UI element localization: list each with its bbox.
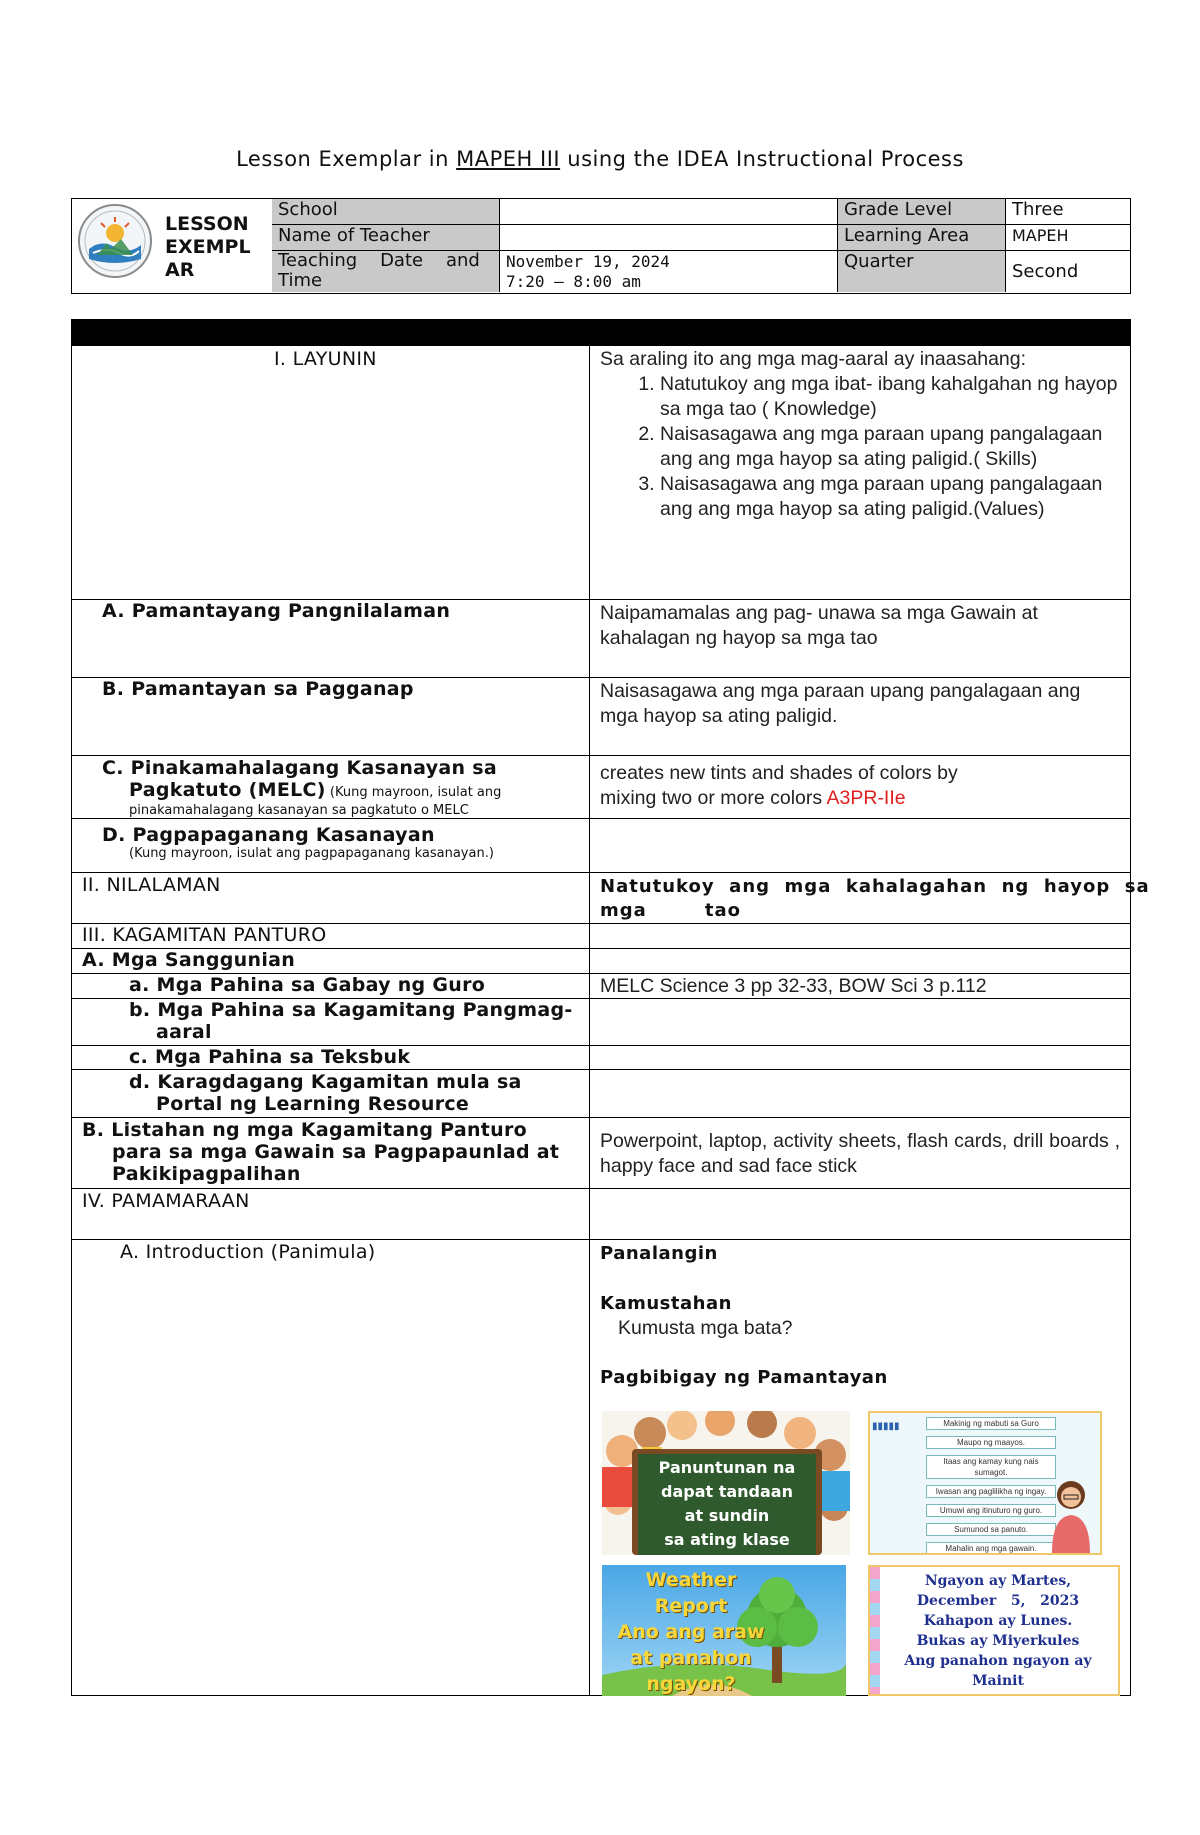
school-label: School <box>272 199 500 225</box>
listahan-kagamitan-value: Powerpoint, laptop, activity sheets, flash cards, drill boards , happy face and sad face stick <box>600 1130 1120 1177</box>
melc-code: A3PR-IIe <box>826 787 906 809</box>
row-pamantayan-sa-pagganap <box>71 678 1131 756</box>
gabay-ng-guro-value: MELC Science 3 pp 32-33, BOW Sci 3 p.112 <box>600 975 987 997</box>
row-pamamaraan <box>71 1189 1131 1240</box>
row-teksbuk <box>71 1046 1131 1070</box>
quarter-value: Second <box>1012 261 1079 282</box>
row-sanggunian <box>71 949 1131 974</box>
rules-poster-image: Panuntunan na dapat tandaan at sundin sa ating klase <box>602 1411 850 1555</box>
pamamaraan-label: IV. PAMAMARAAN <box>82 1190 250 1212</box>
kagamitan-panturo-label: III. KAGAMITAN PANTURO <box>82 924 327 946</box>
school-value <box>500 199 838 225</box>
melc-label: C. Pinakamahalagang Kasanayan sa Pagkatuto (MELC) (Kung mayroon, isulat ang pinakamahalagang kasanayan sa pagkatuto o MELC <box>102 757 502 818</box>
introduction-label: A. Introduction (Panimula) <box>120 1241 376 1263</box>
date-card-image: Ngayon ay Martes, December 5, 2023 Kahapon ay Lunes. Bukas ay Miyerkules Ang panahon ngayon ay Mainit <box>868 1565 1120 1696</box>
date-time-label: Teaching Date and Time <box>272 251 500 292</box>
introduction-content <box>590 1240 1130 1695</box>
layunin-label: I. LAYUNIN <box>274 348 377 370</box>
teacher-label: Name of Teacher <box>272 225 500 251</box>
row-kagamitan-panturo <box>71 924 1131 949</box>
logo-cell <box>72 199 273 292</box>
bunting-icon: ▮▮▮▮▮ <box>872 1421 900 1432</box>
learning-area-label: Learning Area <box>838 225 1006 251</box>
pagpapaganang-kasanayan-value <box>590 819 1130 872</box>
grade-level-value: Three <box>1006 199 1130 225</box>
pamantayan-sa-pagganap-label: B. Pamantayan sa Pagganap <box>102 678 414 700</box>
pamantayang-pangnilalaman-value: Naipamamalas ang pag- unawa sa mga Gawain at kahalagan ng hayop sa mga tao <box>600 602 1038 649</box>
kamustahan-heading: Kamustahan <box>600 1293 732 1314</box>
melc-value: creates new tints and shades of colors by mixing two or more colors A3PR-IIe <box>600 762 958 809</box>
gabay-ng-guro-label: a. Mga Pahina sa Gabay ng Guro <box>129 974 486 996</box>
layunin-content: Sa araling ito ang mga mag-aaral ay inaasahang: 1. Natutukoy ang mga ibat- ibang kahalgahan ng hayop sa mga tao ( Knowledge) 2. Naisasagawa ang mga paraan upang pangalagaan ang ang mga hayop sa ating paligid.( Skills) 3. Naisasagawa ang mga paraan upang pangalagaan ang ang mga hayop sa ating paligid.(Values) <box>590 346 1130 599</box>
lesson-exemplar-label: LESSON EXEMPL AR <box>165 213 251 281</box>
teksbuk-label: c. Mga Pahina sa Teksbuk <box>129 1046 411 1068</box>
listahan-kagamitan-label: B. Listahan ng mga Kagamitang Panturo para sa mga Gawain sa Pagpapaunlad at Pakikipagpalihan <box>82 1119 560 1185</box>
row-learning-resource <box>71 1070 1131 1118</box>
pamantayang-pangnilalaman-label: A. Pamantayang Pangnilalaman <box>102 600 451 622</box>
grade-level-label: Grade Level <box>838 199 1006 225</box>
kagamitang-pangmag-aaral-label: b. Mga Pahina sa Kagamitang Pangmag- aaral <box>129 999 573 1043</box>
row-layunin <box>71 346 1131 600</box>
row-kagamitang-pangmag-aaral <box>71 999 1131 1046</box>
pagbibigay-heading: Pagbibigay ng Pamantayan <box>600 1367 888 1388</box>
row-nilalaman <box>71 873 1150 924</box>
row-listahan-kagamitan <box>71 1118 1131 1189</box>
pamantayan-sa-pagganap-value: Naisasagawa ang mga paraan upang pangalagaan ang mga hayop sa ating paligid. <box>600 680 1081 727</box>
weather-report-image: Weather Report Ano ang araw at panahon ngayon? <box>602 1565 846 1696</box>
learning-resource-label: d. Karagdagang Kagamitan mula sa Portal ng Learning Resource <box>129 1071 522 1115</box>
page-title: Lesson Exemplar in MAPEH III using the IDEA Instructional Process <box>236 147 964 171</box>
row-pagpapaganang-kasanayan <box>71 819 1131 873</box>
teacher-value <box>500 225 838 251</box>
panalangin-heading: Panalangin <box>600 1243 718 1264</box>
row-gabay-ng-guro <box>71 974 1131 999</box>
header-table <box>71 198 1131 294</box>
pagpapaganang-kasanayan-label: D. Pagpapaganang Kasanayan (Kung mayroon, isulat ang pagpapaganang kasanayan.) <box>102 824 494 861</box>
nilalaman-label: II. NILALAMAN <box>82 874 221 896</box>
row-pamantayang-pangnilalaman <box>71 600 1131 678</box>
nilalaman-value: Natutukoy ang mga kahalagahan ng hayop sa mga tao <box>600 876 1150 921</box>
rules-list-image: ▮▮▮▮▮ Makinig ng mabuti sa Guro Maupo ng maayos. Itaas ang kamay kung nais sumagot. Iwasan ang paglilikha ng ingay. Umuwi ang itinuturo ng guro. Sumunod sa panuto. Mahalin ang mga gawain. <box>868 1411 1102 1555</box>
kumusta-text: Kumusta mga bata? <box>618 1317 793 1339</box>
row-introduction <box>71 1240 1131 1696</box>
quarter-label: Quarter <box>838 251 1006 292</box>
sanggunian-label: A. Mga Sanggunian <box>82 949 296 971</box>
row-melc <box>71 756 1131 819</box>
date-time-value: November 19, 2024 7:20 – 8:00 am <box>500 251 838 292</box>
teacher-icon <box>1046 1473 1096 1553</box>
table-header-band <box>71 319 1131 346</box>
learning-area-value: MAPEH <box>1006 225 1130 251</box>
deped-seal-icon <box>77 203 153 279</box>
